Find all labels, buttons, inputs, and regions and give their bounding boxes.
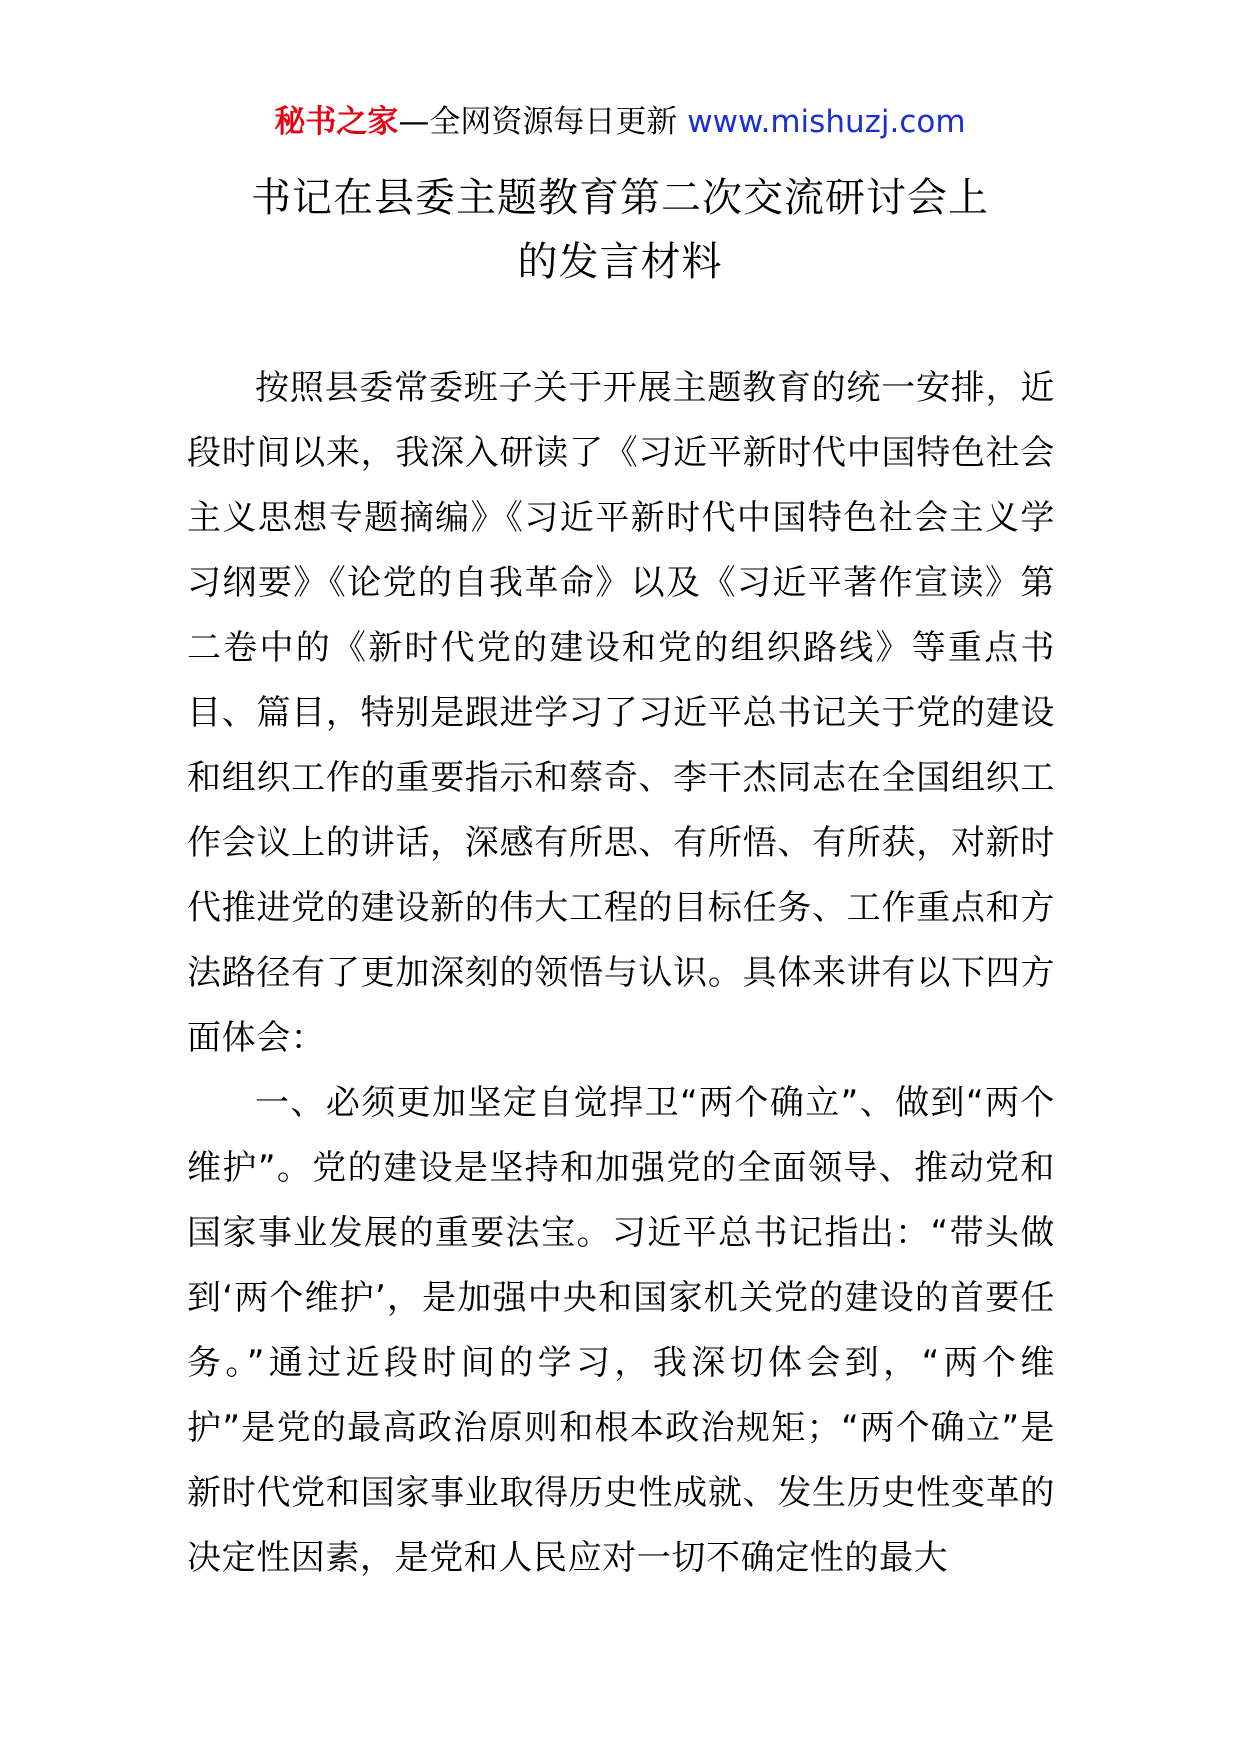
title-line-2: 的发言材料 bbox=[517, 239, 723, 285]
site-url-link[interactable]: www.mishuzj.com bbox=[687, 104, 966, 140]
site-header bbox=[0, 100, 1240, 144]
paragraph-intro: 按照县委常委班子关于开展主题教育的统一安排，近段时间以来，我深入研读了《习近平新时代中国特色社会主义思想专题摘编》《习近平新时代中国特色社会主义学习纲要》《论党的自我革命》以及《习近平著作宣读》第二卷中的《新时代党的建设和党的组织路线》等重点书目、篇目，特别是跟进学习了习近平总书记关于党的建设和组织工作的重要指示和蔡奇、李干杰同志在全国组织工作会议上的讲话，深感有所思、有所悟、有所获，对新时代推进党的建设新的伟大工程的目标任务、工作重点和方法路径有了更加深刻的领悟与认识。具体来讲有以下四方面体会： bbox=[187, 368, 1055, 1058]
header-tagline: —全网资源每日更新 bbox=[398, 104, 688, 140]
paragraph-section-1: 一、必须更加坚定自觉捍卫“两个确立”、做到“两个维护”。党的建设是坚持和加强党的全面领导、推动党和国家事业发展的重要法宝。习近平总书记指出：“带头做到‘两个维护’，是加强中央和国家机关党的建设的首要任务。”通过近段时间的学习，我深切体会到，“两个维护”是党的最高政治原则和根本政治规矩；“两个确立”是新时代党和国家事业取得历史性成就、发生历史性变革的决定性因素，是党和人民应对一切不确定性的最大 bbox=[187, 1083, 1055, 1578]
document-title bbox=[0, 166, 1240, 294]
title-line-1: 书记在县委主题教育第二次交流研讨会上 bbox=[251, 175, 989, 221]
document-body bbox=[187, 356, 1055, 1591]
brand-name: 秘书之家 bbox=[274, 104, 399, 140]
